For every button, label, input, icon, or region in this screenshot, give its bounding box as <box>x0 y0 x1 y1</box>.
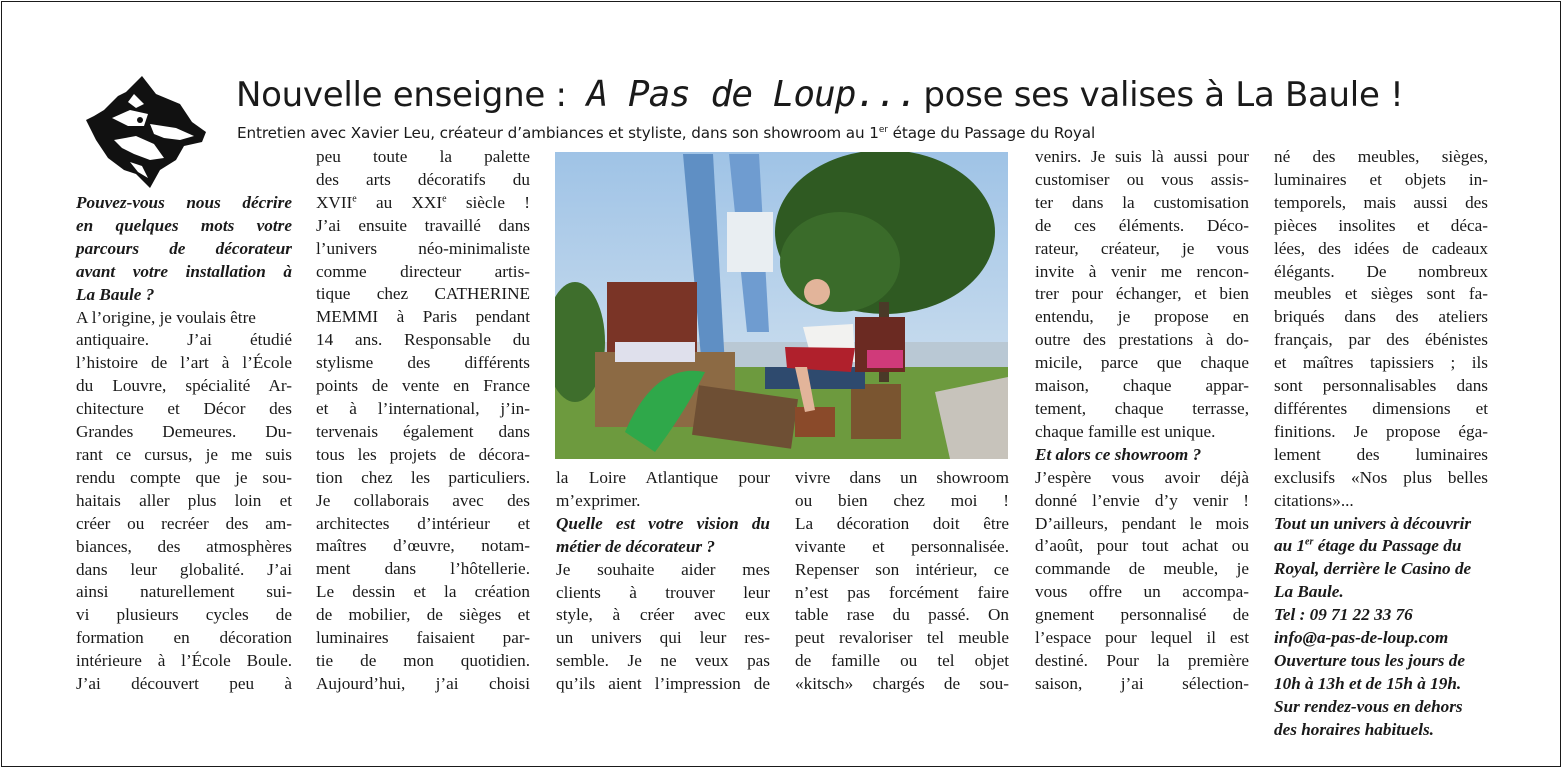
text-line <box>1035 604 1249 627</box>
line-segment: et maîtres tapissiers ; ils <box>1274 353 1488 373</box>
line-segment: La décoration doit être <box>795 513 1009 533</box>
text-line <box>556 582 770 605</box>
text-line <box>1035 650 1249 673</box>
line-segment: Je collaborais avec des <box>316 490 530 510</box>
text-line <box>795 536 1009 559</box>
text-line <box>76 559 292 582</box>
text-line <box>1035 535 1249 558</box>
line-segment: info@a-pas-de-loup.com <box>1274 628 1449 648</box>
headline <box>236 74 1403 115</box>
line-segment: architectes d’intérieur et <box>316 513 530 533</box>
text-line <box>795 490 1009 513</box>
text-line <box>316 604 530 627</box>
line-segment: La Baule ? <box>76 284 155 304</box>
showroom-photo <box>555 152 1008 459</box>
line-segment: ment dans l’hôtellerie. <box>316 559 530 579</box>
text-line <box>316 581 530 604</box>
line-segment: biances, des atmosphères <box>76 536 292 556</box>
line-segment: tie de mon quotidien. <box>316 650 530 670</box>
superscript: e <box>352 193 357 205</box>
text-line <box>316 490 530 513</box>
line-segment: Royal, derrière le Casino de <box>1274 559 1472 579</box>
line-segment: n’est pas forcément faire <box>795 582 1009 602</box>
text-line <box>1274 421 1488 444</box>
line-segment: siècle ! <box>446 192 530 212</box>
subtitle-text-end: étage du Passage du Royal <box>887 124 1096 142</box>
text-line <box>316 535 530 558</box>
line-segment: Grandes Demeures. Du- <box>76 422 292 442</box>
text-line <box>1274 192 1488 215</box>
subtitle <box>237 124 1095 142</box>
text-line <box>316 192 530 215</box>
text-line <box>1035 421 1249 444</box>
line-segment: finitions. Je propose éga- <box>1274 421 1488 441</box>
text-line <box>316 398 530 421</box>
text-line <box>76 627 292 650</box>
line-segment: XVII <box>316 192 353 212</box>
text-line <box>795 513 1009 536</box>
text-line <box>556 559 770 582</box>
line-segment: Et alors ce showroom ? <box>1035 444 1202 464</box>
article-column-5 <box>1035 146 1249 696</box>
line-segment: customiser ou vous assis- <box>1035 169 1249 189</box>
line-segment: avant votre installation à <box>76 261 292 281</box>
text-line <box>76 490 292 513</box>
text-line <box>795 627 1009 650</box>
text-line <box>76 307 292 330</box>
text-line <box>1035 467 1249 490</box>
article-column-6 <box>1274 146 1488 742</box>
line-segment: J’espère vous avoir déjà <box>1035 467 1249 487</box>
text-line <box>1274 375 1488 398</box>
line-segment: 14 ans. Responsable du <box>316 330 530 350</box>
question-line <box>1274 513 1488 536</box>
text-line <box>795 650 1009 673</box>
line-segment: table rase du passé. On <box>795 605 1009 625</box>
line-segment: tique chez CATHERINE <box>316 284 530 304</box>
line-segment: tement, chaque terrasse, <box>1035 398 1249 418</box>
text-line <box>316 352 530 375</box>
text-line <box>316 306 530 329</box>
text-line <box>1035 192 1249 215</box>
text-line <box>1035 513 1249 536</box>
text-line <box>316 215 530 238</box>
line-segment: l’univers néo-minimaliste <box>316 238 530 258</box>
text-line <box>316 238 530 261</box>
line-segment: MEMMI à Paris pendant <box>316 307 530 327</box>
text-line <box>76 513 292 536</box>
text-line <box>316 650 530 673</box>
text-line <box>76 604 292 627</box>
text-line <box>1035 398 1249 421</box>
text-line <box>1035 558 1249 581</box>
line-segment: trer pour échanger, et bien <box>1035 284 1249 304</box>
question-line <box>556 536 770 559</box>
text-line <box>76 536 292 559</box>
line-segment: peu toute la palette <box>316 147 530 166</box>
text-line <box>1035 146 1249 169</box>
line-segment: stylisme des différents <box>316 353 530 373</box>
line-segment: métier de décorateur ? <box>556 536 715 556</box>
question-line <box>1274 627 1488 650</box>
line-segment: maison, chaque appar- <box>1035 376 1249 396</box>
text-line <box>1035 352 1249 375</box>
line-segment: points de vente en France <box>316 376 530 396</box>
question-line <box>1274 581 1488 604</box>
line-segment: ainsi naturellement sui- <box>76 582 292 602</box>
article-column-3 <box>556 467 770 696</box>
line-segment: peut revaloriser tel meuble <box>795 628 1009 648</box>
text-line <box>795 604 1009 627</box>
text-line <box>316 558 530 581</box>
line-segment: d’août, pour tout achat ou <box>1035 536 1249 556</box>
question-line <box>1035 444 1249 467</box>
text-line <box>316 467 530 490</box>
text-line <box>316 169 530 192</box>
text-line <box>1035 169 1249 192</box>
line-segment: dans leur globalité. J’ai <box>76 559 292 579</box>
line-segment: Tel : 09 71 22 33 76 <box>1274 605 1413 625</box>
text-line <box>316 673 530 696</box>
line-segment: lées, des idées de cadeaux <box>1274 238 1488 258</box>
line-segment: rendu compte que je sou- <box>76 467 292 487</box>
article-column-1 <box>76 192 292 696</box>
line-segment: sont personnalisables dans <box>1274 376 1488 396</box>
line-segment: Ouverture tous les jours de <box>1274 650 1465 670</box>
question-line <box>1274 604 1488 627</box>
line-segment: Pouvez-vous nous décrire <box>76 193 292 212</box>
text-line <box>1035 329 1249 352</box>
line-segment: Repenser son intérieur, ce <box>795 559 1009 579</box>
line-segment: invite à venir me rencon- <box>1035 261 1249 281</box>
wolf-head-icon <box>84 74 208 190</box>
line-segment: l’espace pour lequel il est <box>1035 628 1249 648</box>
line-segment: A l’origine, je voulais être <box>76 307 256 327</box>
line-segment: m’exprimer. <box>556 490 641 510</box>
headline-suffix: pose ses valises à La Baule ! <box>923 75 1404 115</box>
text-line <box>795 467 1009 490</box>
superscript: e <box>442 193 447 205</box>
text-line <box>795 559 1009 582</box>
line-segment: au XXI <box>356 192 443 212</box>
text-line <box>76 421 292 444</box>
line-segment: tion chez les particuliers. <box>316 467 530 487</box>
line-segment: J’ai découvert peu à <box>76 674 292 694</box>
line-segment: entendu, je propose en <box>1035 307 1249 327</box>
line-segment: vivre dans un showroom <box>795 468 1009 487</box>
line-segment: né des meubles, sièges, <box>1274 147 1488 166</box>
text-line <box>1035 375 1249 398</box>
text-line <box>1274 329 1488 352</box>
text-line <box>1035 261 1249 284</box>
text-line <box>1274 306 1488 329</box>
line-segment: citations»... <box>1274 490 1354 510</box>
text-line <box>556 627 770 650</box>
subtitle-text: Entretien avec Xavier Leu, créateur d’ambiances et styliste, dans son showroom au 1 <box>237 124 879 142</box>
line-segment: destiné. Pour la première <box>1035 650 1249 670</box>
line-segment: tervenais également dans <box>316 421 530 441</box>
line-segment: lement des luminaires <box>1274 444 1488 464</box>
line-segment: micile, parce que chaque <box>1035 353 1249 373</box>
line-segment: venirs. Je suis là aussi pour <box>1035 147 1249 166</box>
line-segment: briqués dans des ateliers <box>1274 307 1488 327</box>
line-segment: ou bien chez moi ! <box>795 490 1009 510</box>
text-line <box>1035 238 1249 261</box>
question-line <box>1274 558 1488 581</box>
text-line <box>1035 581 1249 604</box>
line-segment: en quelques mots votre <box>76 215 292 235</box>
line-segment: du Louvre, spécialité Ar- <box>76 376 292 396</box>
text-line <box>1274 169 1488 192</box>
line-segment: meubles et sièges sont fa- <box>1274 284 1488 304</box>
line-segment: formation en décoration <box>76 628 292 648</box>
text-line <box>1274 444 1488 467</box>
article-column-2 <box>316 146 530 696</box>
text-line <box>76 329 292 352</box>
line-segment: étage du Passage du <box>1313 536 1462 556</box>
line-segment: Tout un univers à découvrir <box>1274 513 1472 533</box>
text-line <box>316 513 530 536</box>
line-segment: de ces éléments. Déco- <box>1035 215 1249 235</box>
text-line <box>1035 283 1249 306</box>
line-segment: comme directeur artis- <box>316 261 530 281</box>
text-line <box>76 581 292 604</box>
text-line <box>1274 490 1488 513</box>
line-segment: vous offre un accompa- <box>1035 582 1249 602</box>
line-segment: chaque famille est unique. <box>1035 421 1216 441</box>
text-line <box>1274 146 1488 169</box>
line-segment: de famille ou tel objet <box>795 651 1009 671</box>
text-line <box>316 261 530 284</box>
line-segment: vi plusieurs cycles de <box>76 605 292 625</box>
text-line <box>1035 306 1249 329</box>
text-line <box>556 650 770 673</box>
line-segment: qu’ils aient l’impression de <box>556 674 770 694</box>
line-segment: exclusifs «Nos plus belles <box>1274 467 1488 487</box>
line-segment: style, à créer avec eux <box>556 605 770 625</box>
line-segment: J’ai ensuite travaillé dans <box>316 215 530 235</box>
line-segment: «kitsch» chargés de sou- <box>795 674 1009 694</box>
line-segment: créer ou recréer des am- <box>76 513 292 533</box>
line-segment: un univers qui leur res- <box>556 628 770 648</box>
line-segment: semble. Je ne veux pas <box>556 651 770 671</box>
headline-prefix: Nouvelle enseigne : <box>236 75 567 115</box>
text-line <box>76 650 292 673</box>
line-segment: élégants. De nombreux <box>1274 261 1488 281</box>
text-line <box>76 444 292 467</box>
line-segment: ter dans la customisation <box>1035 192 1249 212</box>
text-line <box>1274 215 1488 238</box>
line-segment: des horaires habituels. <box>1274 719 1434 739</box>
text-line <box>316 627 530 650</box>
text-line <box>556 673 770 696</box>
line-segment: différentes dimensions et <box>1274 398 1488 418</box>
line-segment: et à l’international, j’in- <box>316 398 530 418</box>
text-line <box>1274 352 1488 375</box>
subtitle-sup: er <box>878 124 888 135</box>
line-segment: luminaires faisaient par- <box>316 628 530 648</box>
line-segment: La Baule. <box>1274 582 1344 602</box>
text-line <box>1035 490 1249 513</box>
line-segment: gnement personnalisé de <box>1035 605 1249 625</box>
line-segment: la Loire Atlantique pour <box>556 468 770 487</box>
text-line <box>556 604 770 627</box>
line-segment: donné l’envie d’y venir ! <box>1035 490 1249 510</box>
question-line <box>1274 673 1488 696</box>
text-line <box>316 329 530 352</box>
question-line <box>76 215 292 238</box>
text-line <box>316 375 530 398</box>
line-segment: pièces insolites et déca- <box>1274 215 1488 235</box>
text-line <box>316 444 530 467</box>
text-line <box>1035 215 1249 238</box>
line-segment: des arts décoratifs du <box>316 169 530 189</box>
line-segment: outre des prestations à do- <box>1035 330 1249 350</box>
line-segment: clients à trouver leur <box>556 582 770 602</box>
question-line <box>1274 696 1488 719</box>
question-line <box>1274 650 1488 673</box>
line-segment: 10h à 13h et de 15h à 19h. <box>1274 673 1462 693</box>
question-line <box>76 284 292 307</box>
question-line <box>1274 719 1488 742</box>
text-line <box>795 582 1009 605</box>
line-segment: français, par des ébénistes <box>1274 330 1488 350</box>
line-segment: parcours de décorateur <box>76 238 292 258</box>
text-line <box>1035 627 1249 650</box>
superscript: er <box>1305 536 1314 548</box>
text-line <box>76 398 292 421</box>
line-segment: Aujourd’hui, j’ai choisi <box>316 673 530 693</box>
text-line <box>1274 261 1488 284</box>
text-line <box>795 673 1009 696</box>
text-line <box>316 146 530 169</box>
line-segment: rateur, créateur, je vous <box>1035 238 1249 258</box>
text-line <box>1274 283 1488 306</box>
question-line <box>556 513 770 536</box>
text-line <box>556 467 770 490</box>
question-line <box>1274 535 1488 558</box>
text-line <box>76 375 292 398</box>
line-segment: chitecture et Décor des <box>76 399 292 419</box>
line-segment: Quelle est votre vision du <box>556 513 770 533</box>
line-segment: maîtres d’œuvre, notam- <box>316 536 530 556</box>
brand-name: A Pas de Loup... <box>586 74 918 115</box>
text-line <box>76 467 292 490</box>
line-segment: vivante et personnalisée. <box>795 536 1009 556</box>
line-segment: commande de meuble, je <box>1035 559 1249 579</box>
text-line <box>76 352 292 375</box>
text-line <box>1274 398 1488 421</box>
text-line <box>556 490 770 513</box>
line-segment: luminaires et objets in- <box>1274 169 1488 189</box>
line-segment: D’ailleurs, pendant le mois <box>1035 513 1249 533</box>
line-segment: l’histoire de l’art à l’École <box>76 353 292 373</box>
text-line <box>76 673 292 696</box>
text-line <box>1274 467 1488 490</box>
line-segment: intérieure à l’École Boule. <box>76 651 292 671</box>
line-segment: temporels, mais aussi des <box>1274 192 1488 212</box>
line-segment: Le dessin et la création <box>316 582 530 602</box>
text-line <box>1035 673 1249 696</box>
line-segment: Sur rendez-vous en dehors <box>1274 696 1463 716</box>
line-segment: au 1 <box>1274 536 1306 556</box>
article-column-4 <box>795 467 1009 696</box>
line-segment: antiquaire. J’ai étudié <box>76 330 292 350</box>
question-line <box>76 192 292 215</box>
text-line <box>1274 238 1488 261</box>
line-segment: rant ce cursus, je me suis <box>76 444 292 464</box>
line-segment: saison, j’ai sélection- <box>1035 673 1249 693</box>
line-segment: Je souhaite aider mes <box>556 559 770 579</box>
line-segment: tous les projets de décora- <box>316 444 530 464</box>
line-segment: haitais aller plus loin et <box>76 490 292 510</box>
text-line <box>316 421 530 444</box>
text-line <box>316 283 530 306</box>
question-line <box>76 238 292 261</box>
line-segment: de mobilier, de sièges et <box>316 605 530 625</box>
question-line <box>76 261 292 284</box>
